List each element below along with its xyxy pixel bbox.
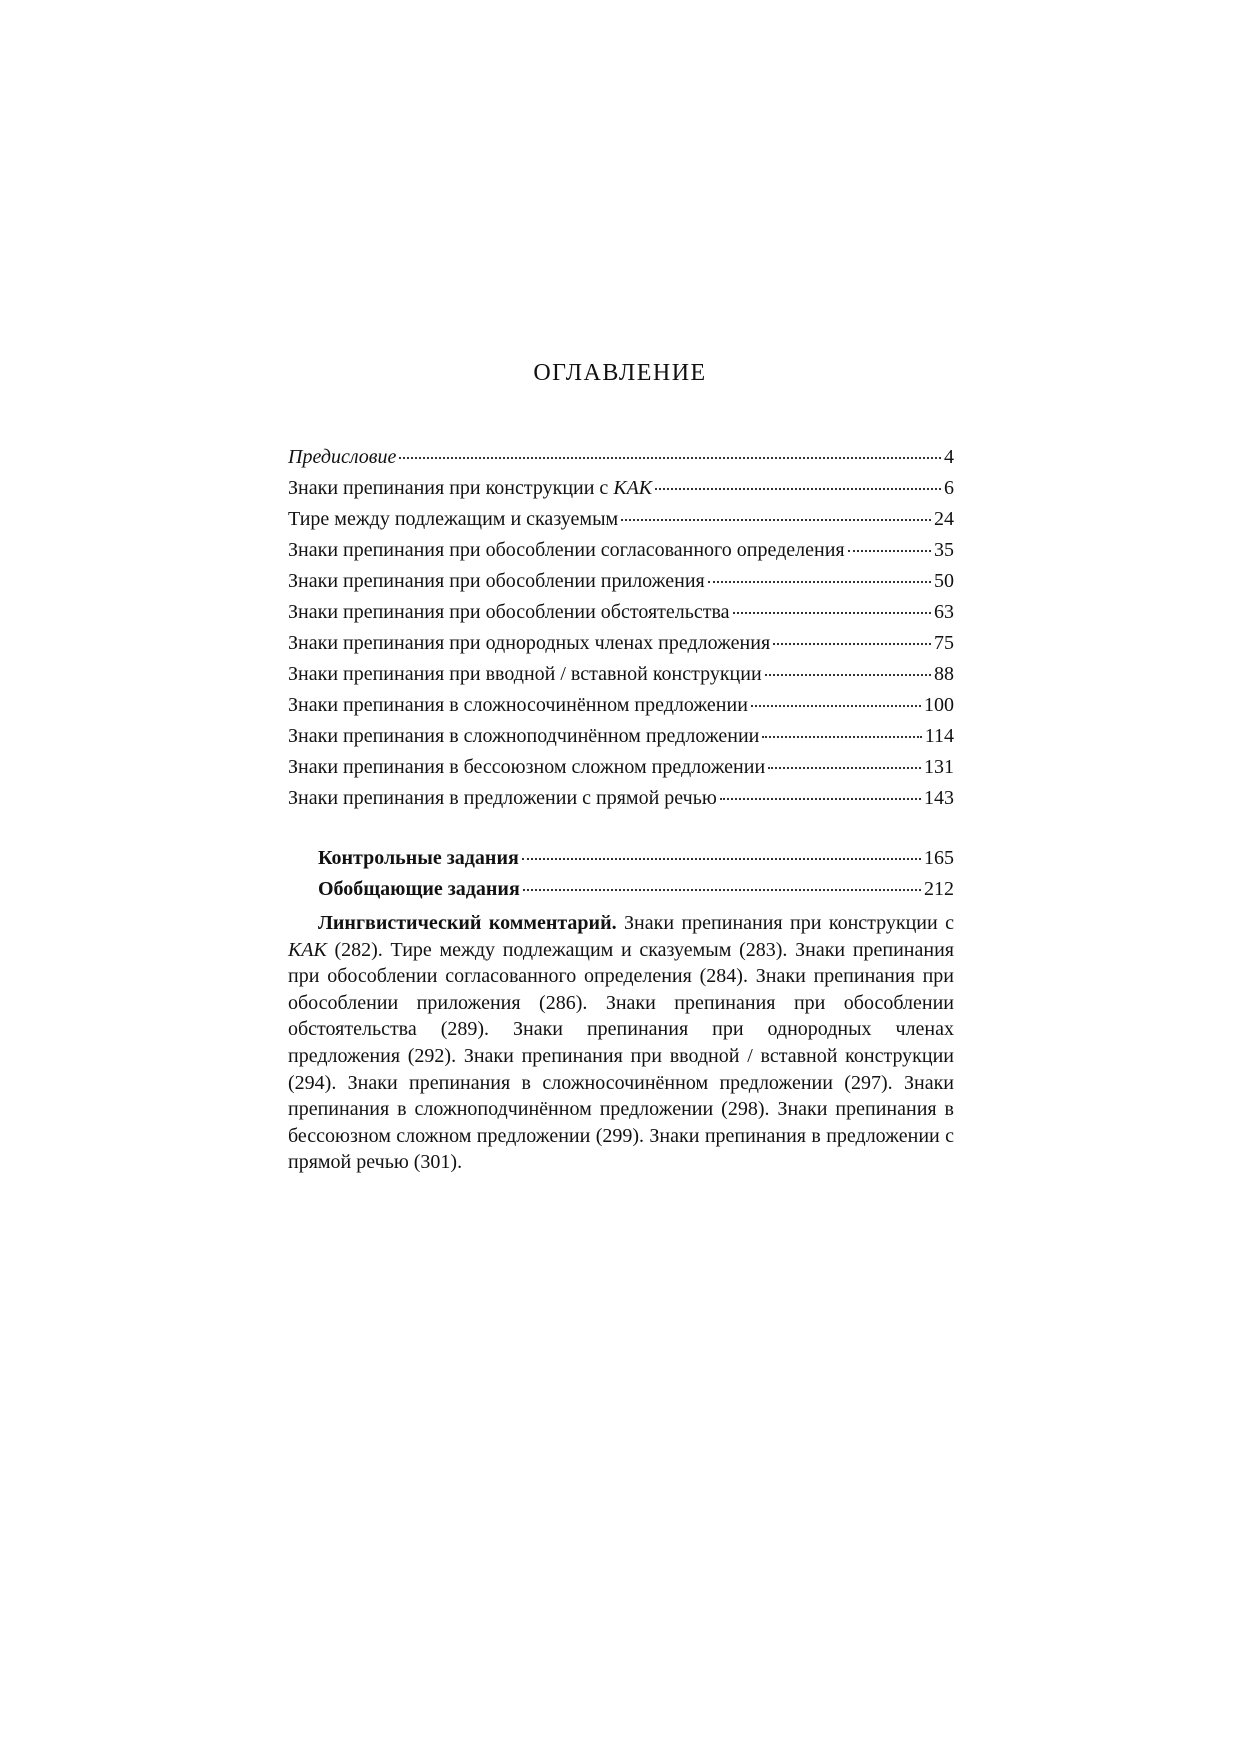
toc-entry-page: 35 (934, 539, 954, 561)
toc-entry-title: Знаки препинания при обособлении обстоятельства (288, 601, 730, 623)
toc-entry-page: 24 (934, 508, 954, 530)
toc-list (288, 446, 954, 818)
toc-entry-page: 100 (924, 694, 954, 716)
toc-entry-page: 6 (944, 477, 954, 499)
dot-leader (523, 889, 921, 891)
toc-entry-title: Контрольные задания (318, 847, 519, 869)
toc-entry-title: Знаки препинания в сложносочинённом предложении (288, 694, 748, 716)
toc-entry-title: Обобщающие задания (318, 878, 520, 900)
toc-entry-title: Знаки препинания при конструкции с (288, 477, 614, 499)
toc-entry[interactable] (288, 663, 954, 694)
toc-entry[interactable] (288, 694, 954, 725)
toc-entry-title: Тире между подлежащим и сказуемым (288, 508, 619, 530)
dot-leader (399, 457, 941, 459)
toc-entry-title: Знаки препинания при обособлении приложения (288, 570, 705, 592)
toc-entry-title: Знаки препинания при обособлении согласованного определения (288, 539, 845, 561)
page-title: ОГЛАВЛЕНИЕ (533, 360, 707, 386)
toc-entry-page: 131 (924, 756, 954, 778)
dot-leader (765, 674, 931, 676)
dot-leader (522, 858, 921, 860)
toc-entry-title: Знаки препинания в предложении с прямой речью (288, 787, 717, 809)
toc-entry-page: 143 (924, 787, 954, 809)
toc-entry[interactable] (288, 570, 954, 601)
toc-entry[interactable] (288, 508, 954, 539)
dot-leader (733, 612, 931, 614)
toc-entry-title: Знаки препинания при однородных членах предложения (288, 632, 771, 654)
dot-leader (720, 798, 921, 800)
tasks-list (318, 847, 954, 909)
toc-entry-control-tasks[interactable] (318, 847, 954, 878)
toc-entry-preface[interactable] (288, 446, 954, 477)
dot-leader (848, 550, 931, 552)
toc-entry-page: 50 (934, 570, 954, 592)
toc-entry-page: 114 (924, 725, 954, 747)
toc-entry-title-emphasis: КАК (613, 477, 653, 499)
toc-entry-page: 212 (924, 878, 954, 900)
toc-entry-page: 75 (934, 632, 954, 654)
dot-leader (773, 643, 931, 645)
linguistic-commentary (288, 910, 954, 1176)
commentary-emphasis: КАК (288, 938, 327, 961)
toc-entry-summary-tasks[interactable] (318, 878, 954, 909)
commentary-label: Лингвистический комментарий. (318, 912, 617, 934)
commentary-text: Знаки препинания при конструкции с (616, 912, 954, 934)
toc-entry[interactable] (288, 632, 954, 663)
toc-entry-page: 63 (934, 601, 954, 623)
toc-entry[interactable] (288, 601, 954, 632)
toc-entry-title: Знаки препинания в сложноподчинённом предложении (288, 725, 760, 747)
toc-entry[interactable] (288, 539, 954, 570)
dot-leader (768, 767, 921, 769)
dot-leader (621, 519, 931, 521)
toc-entry-title: Знаки препинания в бессоюзном сложном предложении (288, 756, 766, 778)
dot-leader (655, 488, 941, 490)
toc-entry-page: 165 (924, 847, 954, 869)
toc-entry-title: Предисловие (288, 446, 397, 468)
toc-entry-page: 88 (934, 663, 954, 685)
toc-entry[interactable] (288, 787, 954, 818)
dot-leader (751, 705, 921, 707)
toc-entry-title: Знаки препинания при вводной / вставной конструкции (288, 663, 762, 685)
toc-entry-page: 4 (944, 446, 954, 468)
commentary-text: (282). Тире между подлежащим и сказуемым (283). Знаки препинания при обособлении согласованного определения (284). Знаки препинания при обособлении приложения (286). Знаки препинания при обособлении обстоятельства (289). Знаки препинания при однородных членах предложения (292). Знаки препинания при вводной / вставной конструкции (294). Знаки препинания в сложносочинённом предложении (297). Знаки препинания в сложноподчинённом предложении (298). Знаки препинания в бессоюзном сложном предложении (299). Знаки препинания в предложении с прямой речью (301). (288, 938, 954, 1174)
toc-entry[interactable] (288, 756, 954, 787)
dot-leader (708, 581, 931, 583)
dot-leader (762, 736, 921, 738)
toc-entry[interactable] (288, 725, 954, 756)
toc-entry[interactable] (288, 477, 954, 508)
